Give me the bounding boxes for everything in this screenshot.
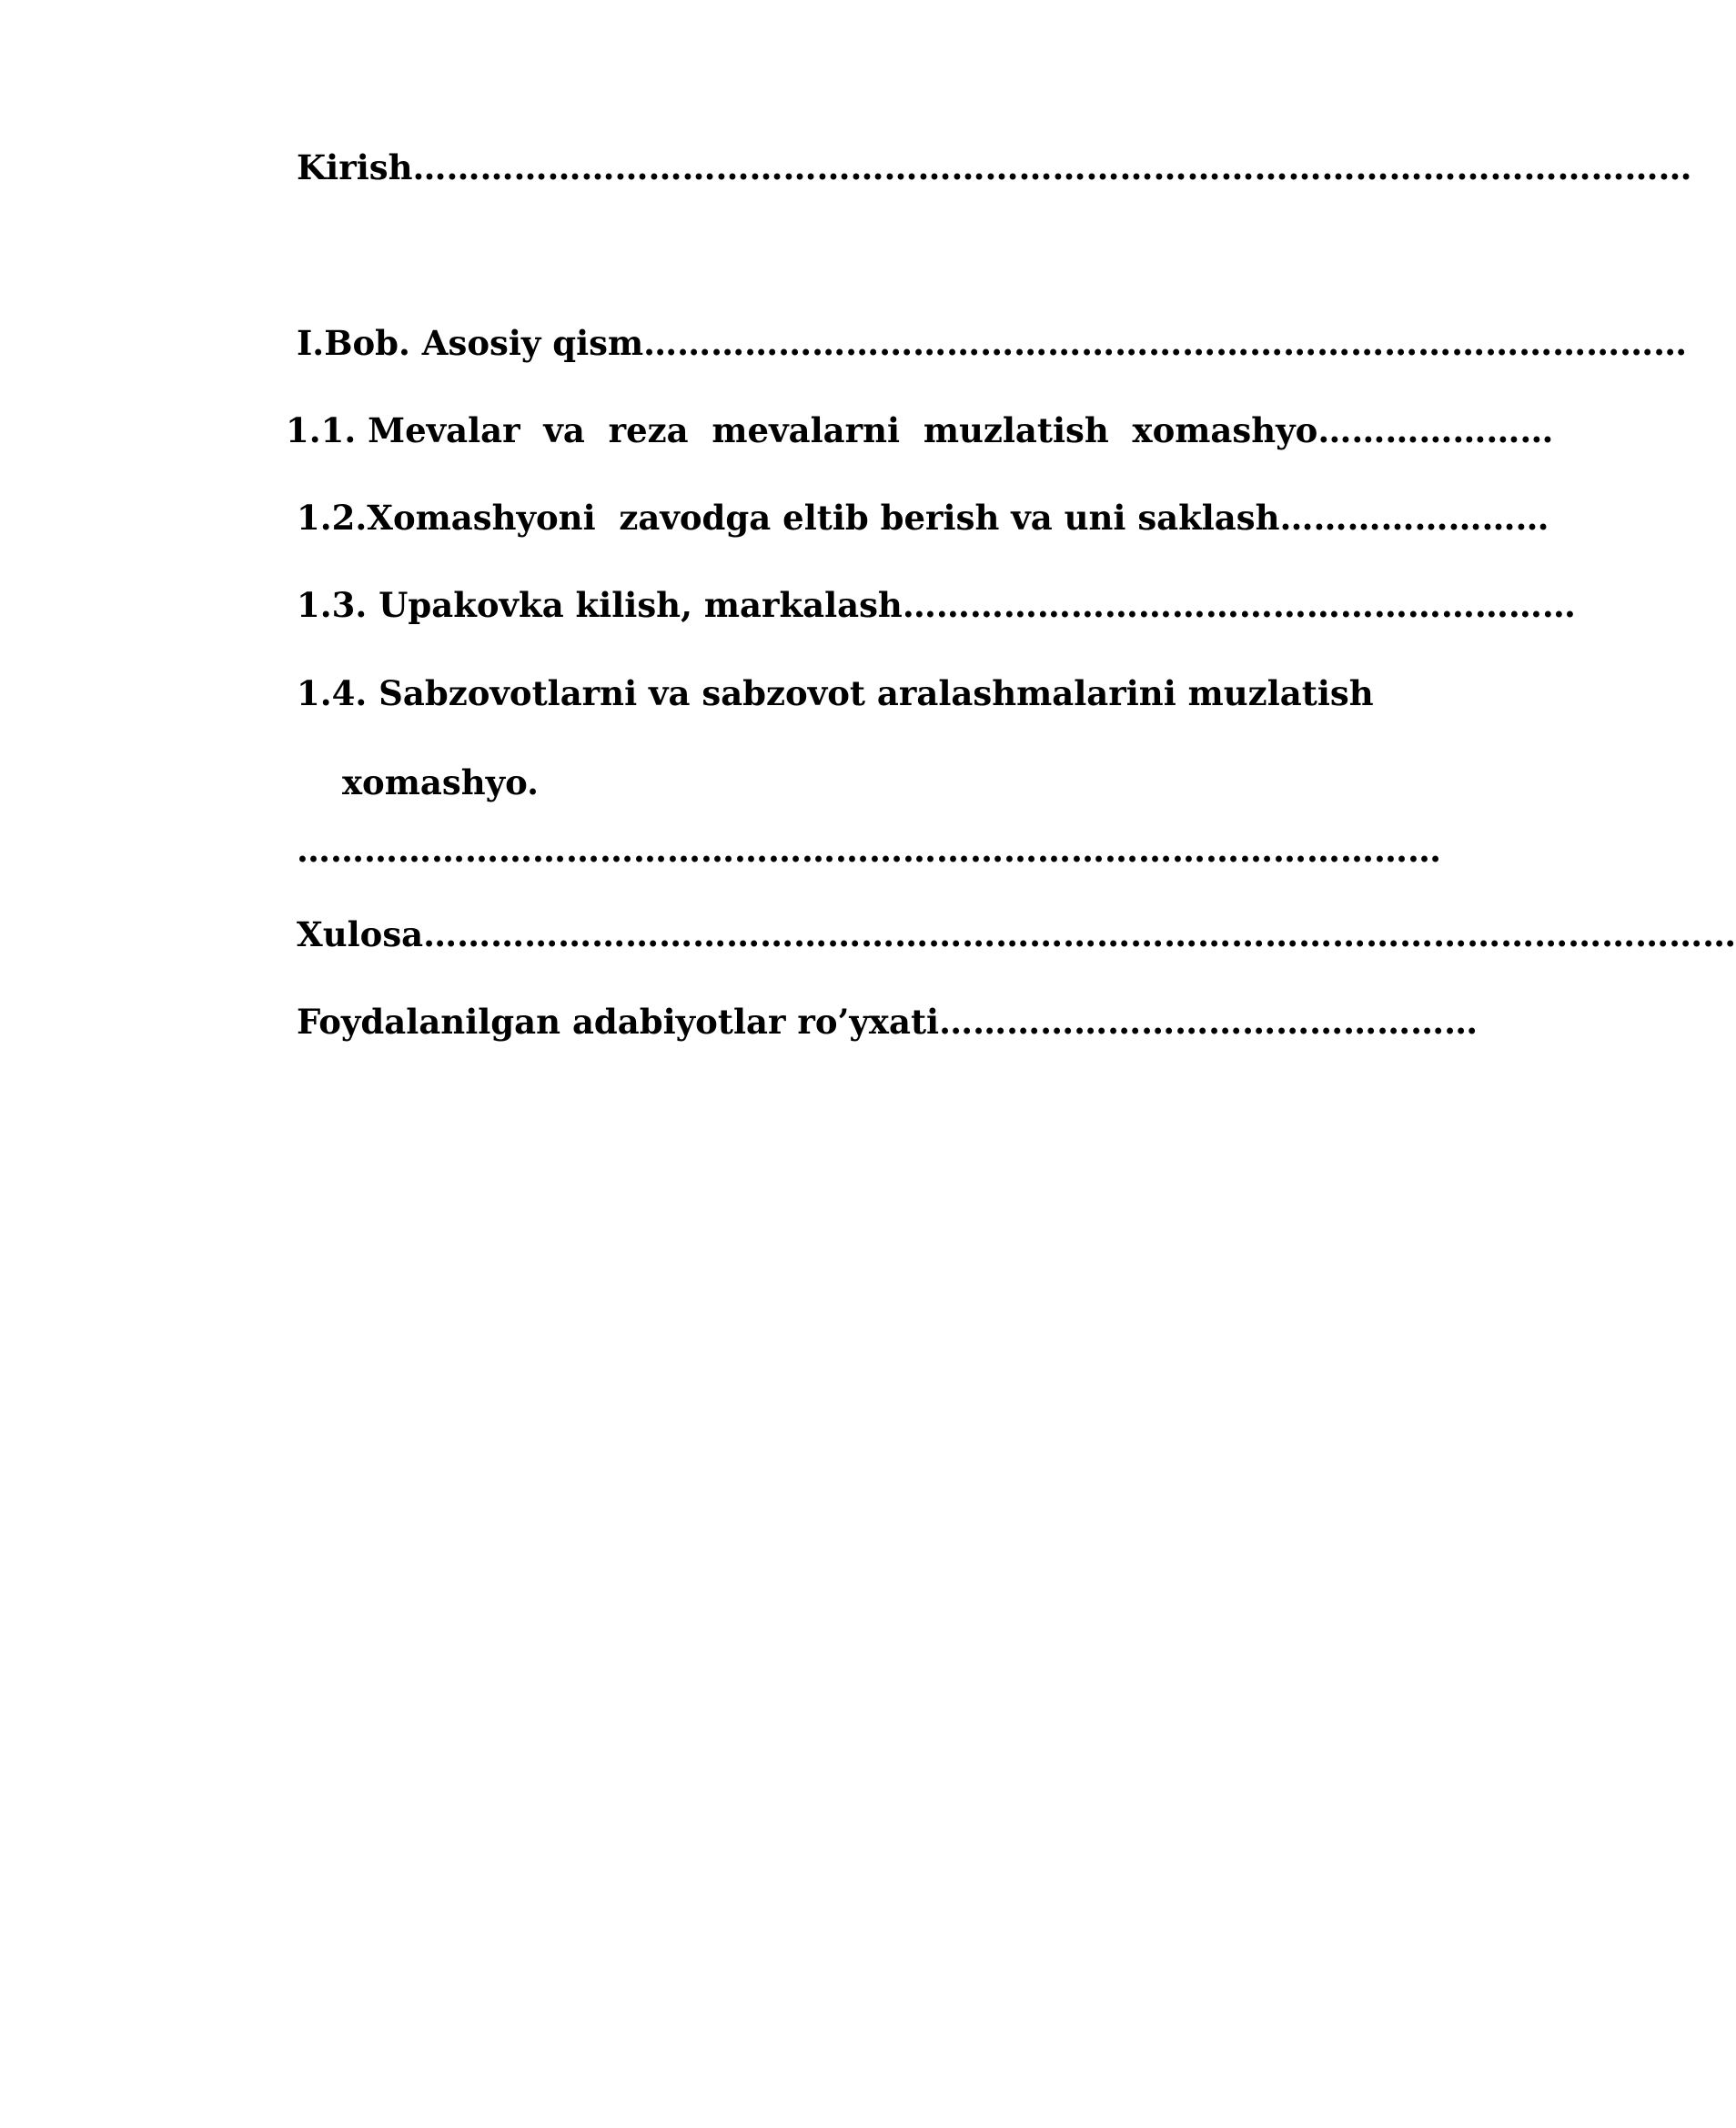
toc-entry-1-3: 1.3. Upakovka kilish, markalash……………………………………………………: [297, 585, 1576, 625]
toc-entry-1-2: 1.2.Xomashyoni zavodga eltib berish va uni saklash……………………: [297, 498, 1549, 538]
toc-entry-1-1: 1.1. Mevalar va reza mevalarni muzlatish xomashyo…………………: [286, 410, 1554, 450]
toc-entry-1-4-line2: xomashyo.: [342, 762, 540, 802]
toc-entry-1-4-leader: …………………………………………………………………………………………: [297, 830, 1441, 870]
toc-entry-kirish: Kirish……………………………………………………………………………………………………: [297, 147, 1692, 187]
toc-entry-1-4-line1: 1.4. Sabzovotlarni va sabzovot aralashmalarini muzlatish: [297, 673, 1374, 713]
toc-entry-bob-1: I.Bob. Asosiy qism…………………………………………………………………………………: [297, 323, 1688, 363]
toc-entry-xulosa: Xulosa………………………………………………………………………………………………………: [297, 914, 1736, 954]
toc-entry-adabiyotlar: Foydalanilgan adabiyotlar ro’yxati…………………………………………: [297, 1002, 1479, 1042]
